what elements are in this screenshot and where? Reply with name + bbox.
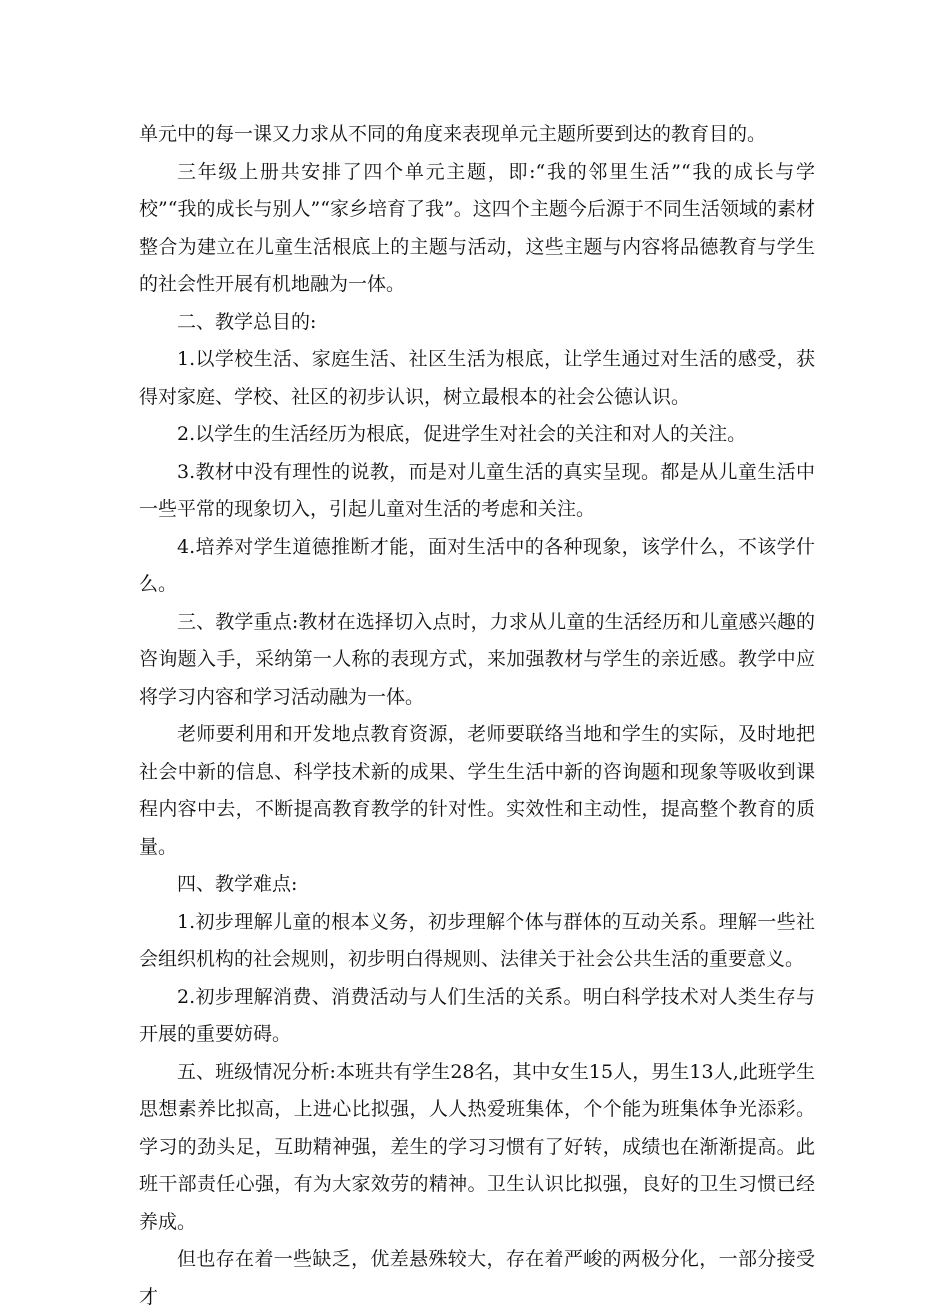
goal-item-4: 4.培养对学生道德推断才能，面对生活中的各种现象，该学什么，不该学什么。	[139, 535, 815, 595]
paragraph-continuation: 单元中的每一课又力求从不同的角度来表现单元主题所要到达的教育目的。	[139, 123, 767, 145]
paragraph-class-analysis: 五、班级情况分析:本班共有学生28名，其中女生15人，男生13人,此班学生思想素养比拟高，上进心比拟强，人人热爱班集体，个个能为班集体争光添彩。学习的劲头足，互助精神强，差生的学习习惯有了好转，成绩也在渐渐提高。此班干部责任心强，有为大家效劳的精神。卫生认识比拟强，良好的卫生习惯已经养成。	[139, 1060, 815, 1233]
heading-teaching-focus: 三、教学重点:教材在选择切入点时，力求从儿童的生活经历和儿童感兴趣的咨询题入手，采纳第一人称的表现方式，来加强教材与学生的亲近感。教学中应将学习内容和学习活动融为一体。	[139, 610, 815, 708]
goal-item-3: 3.教材中没有理性的说教，而是对儿童生活的真实呈现。都是从儿童生活中一些平常的现象切入，引起儿童对生活的考虑和关注。	[139, 460, 815, 520]
difficulty-item-2: 2.初步理解消费、消费活动与人们生活的关系。明白科学技术对人类生存与开展的重要妨碍。	[139, 985, 815, 1045]
goal-item-1: 1.以学校生活、家庭生活、社区生活为根底，让学生通过对生活的感受，获得对家庭、学校、社区的初步认识，树立最根本的社会公德认识。	[139, 348, 815, 408]
document-page	[139, 116, 815, 1316]
paragraph-teacher-resources: 老师要利用和开发地点教育资源，老师要联络当地和学生的实际，及时地把社会中新的信息、科学技术新的成果、学生生活中新的咨询题和现象等吸收到课程内容中去，不断提高教育教学的针对性。实效性和主动性，提高整个教育的质量。	[139, 723, 815, 858]
heading-teaching-goals: 二、教学总目的:	[177, 310, 317, 333]
goal-item-2: 2.以学生的生活经历为根底，促进学生对社会的关注和对人的关注。	[177, 423, 747, 445]
paragraph-shortcomings: 但也存在着一些缺乏，优差悬殊较大，存在着严峻的两极分化，一部分接受才	[139, 1248, 815, 1308]
difficulty-item-1: 1.初步理解儿童的根本义务，初步理解个体与群体的互动关系。理解一些社会组织机构的社会规则，初步明白得规则、法律关于社会公共生活的重要意义。	[139, 910, 815, 970]
heading-teaching-difficulties: 四、教学难点:	[177, 873, 298, 895]
paragraph-unit-themes: 三年级上册共安排了四个单元主题，即:“我的邻里生活”“我的成长与学校”“我的成长与别人”“家乡培育了我”。这四个主题今后源于不同生活领域的素材整合为建立在儿童生活根底上的主题与活动，这些主题与内容将品德教育与学生的社会性开展有机地融为一体。	[139, 160, 815, 295]
